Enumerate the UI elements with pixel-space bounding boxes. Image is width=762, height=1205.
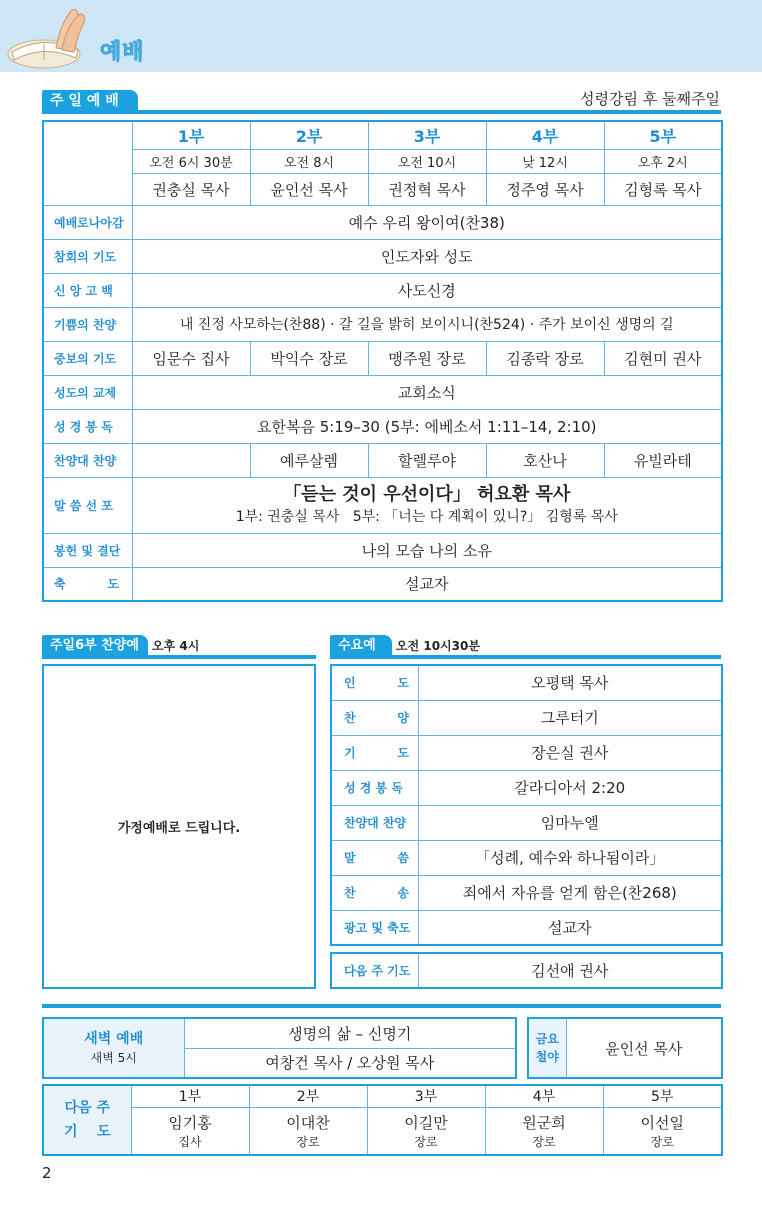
section-divider <box>42 1004 721 1008</box>
row-label: 기 도 <box>331 735 418 770</box>
section-rule <box>42 110 721 114</box>
prayer-person-name: 원군희 <box>522 1113 566 1132</box>
prayer-person-name: 이길만 <box>404 1113 448 1132</box>
dawn-time: 새벽 5시 <box>90 1051 137 1065</box>
choir-song: 유빌라테 <box>604 443 722 477</box>
row-label: 봉헌 및 결단 <box>43 533 132 567</box>
row-label: 중보의 기도 <box>43 341 132 375</box>
sixth-service-tag: 주일6부 찬양예배 <box>42 635 148 657</box>
row-label: 성 경 봉 독 <box>331 770 418 805</box>
row-value: 죄에서 자유를 얻게 함은(찬268) <box>418 875 722 910</box>
wednesday-service-table <box>330 664 723 946</box>
prayer-person-role: 장로 <box>296 1134 320 1149</box>
sixth-service-box <box>42 664 316 989</box>
service-time: 오전 6시 30분 <box>132 149 250 173</box>
prayer-person <box>249 1107 367 1155</box>
sermon-title: 「듣는 것이 우선이다」 허요환 목사 <box>283 484 571 505</box>
prayer-person <box>367 1107 485 1155</box>
prayer-leader: 김종락 장로 <box>486 341 604 375</box>
row-value: 「성례, 예수와 하나됨이라」 <box>418 840 722 875</box>
dawn-label-cell <box>43 1018 184 1078</box>
friday-label-bottom: 철야 <box>535 1050 559 1064</box>
dawn-leaders: 여창건 목사 / 오상원 목사 <box>184 1048 516 1078</box>
next-prayer-wednesday-table <box>330 952 723 989</box>
service-name: 4부 <box>486 121 604 149</box>
service-name: 3부 <box>368 121 486 149</box>
prayer-person-role: 집사 <box>178 1134 202 1149</box>
prayer-leader: 박익수 장로 <box>250 341 368 375</box>
sermon-cell <box>132 477 722 533</box>
prayer-person-role: 장로 <box>414 1134 438 1149</box>
prayer-leader: 맹주원 장로 <box>368 341 486 375</box>
sixth-service-time: 오후 4시 <box>152 639 200 653</box>
service-time: 낮 12시 <box>486 149 604 173</box>
prayer-person <box>131 1107 249 1155</box>
dawn-book: 생명의 삶 – 신명기 <box>184 1018 516 1048</box>
service-name: 2부 <box>250 121 368 149</box>
choir-song: 예루살렘 <box>250 443 368 477</box>
service-time: 오전 10시 <box>368 149 486 173</box>
service-name: 5부 <box>604 121 722 149</box>
service-preacher: 정주영 목사 <box>486 173 604 205</box>
service-time: 오전 8시 <box>250 149 368 173</box>
header-title: 예배 <box>100 40 145 65</box>
service-time: 오후 2시 <box>604 149 722 173</box>
row-label: 찬양대 찬양 <box>331 805 418 840</box>
service-preacher: 김형록 목사 <box>604 173 722 205</box>
section-rule <box>330 655 721 659</box>
next-prayer-label-cell <box>43 1085 131 1155</box>
prayer-part: 2부 <box>249 1085 367 1107</box>
service-name: 1부 <box>132 121 250 149</box>
friday-service-table <box>527 1017 723 1079</box>
next-week-prayer-table <box>42 1084 723 1156</box>
row-value: 갈라디아서 2:20 <box>418 770 722 805</box>
next-prayer-label-bottom: 기 도 <box>63 1124 111 1140</box>
row-label: 인 도 <box>331 665 418 700</box>
sixth-service-note: 가정예배로 드립니다. <box>117 821 241 836</box>
prayer-person-name: 임기홍 <box>168 1113 212 1132</box>
row-value: 인도자와 성도 <box>132 239 722 273</box>
row-label: 축 도 <box>43 567 132 601</box>
row-label: 신 앙 고 백 <box>43 273 132 307</box>
next-prayer-label-top: 다음 주 <box>64 1100 110 1116</box>
prayer-part: 5부 <box>603 1085 722 1107</box>
prayer-part: 1부 <box>131 1085 249 1107</box>
sunday-service-table <box>42 120 723 602</box>
row-label: 말 씀 선 포 <box>43 477 132 533</box>
choir-song <box>132 443 250 477</box>
row-value: 임마누엘 <box>418 805 722 840</box>
prayer-person-name: 이선일 <box>640 1113 684 1132</box>
row-value: 장은실 권사 <box>418 735 722 770</box>
friday-label-cell <box>528 1018 566 1078</box>
section-rule <box>42 655 316 659</box>
row-value: 나의 모습 나의 소유 <box>132 533 722 567</box>
row-label: 말 씀 <box>331 840 418 875</box>
dawn-service-table <box>42 1017 517 1079</box>
row-label: 성 경 봉 독 <box>43 409 132 443</box>
friday-label-top: 금요 <box>535 1032 559 1046</box>
prayer-leader: 김현미 권사 <box>604 341 722 375</box>
row-value: 설교자 <box>418 910 722 945</box>
row-value: 사도신경 <box>132 273 722 307</box>
wednesday-service-time: 오전 10시30분 <box>396 639 480 653</box>
empty-corner-cell <box>43 121 132 205</box>
prayer-part: 3부 <box>367 1085 485 1107</box>
prayer-person <box>485 1107 603 1155</box>
row-label: 광고 및 축도 <box>331 910 418 945</box>
row-label: 예배로나아감 <box>43 205 132 239</box>
row-label: 찬양대 찬양 <box>43 443 132 477</box>
prayer-person-name: 이대찬 <box>286 1113 330 1132</box>
row-value: 김선애 권사 <box>418 953 722 988</box>
row-value: 교회소식 <box>132 375 722 409</box>
prayer-person <box>603 1107 722 1155</box>
choir-song: 할렐루야 <box>368 443 486 477</box>
row-label: 다음 주 기도 <box>331 953 418 988</box>
wednesday-service-tag: 수요예배 <box>330 635 392 657</box>
sermon-sub: 1부: 권충실 목사 5부: 「너는 다 계획이 있니?」 김형록 목사 <box>235 509 618 525</box>
row-value: 그루터기 <box>418 700 722 735</box>
row-value: 오평택 목사 <box>418 665 722 700</box>
row-value: 내 진정 사모하는(찬88) · 갈 길을 밝히 보이시니(찬524) · 주가 보이신 생명의 길 <box>132 307 722 341</box>
service-preacher: 권정혁 목사 <box>368 173 486 205</box>
service-preacher: 권충실 목사 <box>132 173 250 205</box>
row-label: 기쁨의 찬양 <box>43 307 132 341</box>
occasion-title: 성령강림 후 둘째주일 <box>580 90 720 108</box>
service-preacher: 윤인선 목사 <box>250 173 368 205</box>
page-number: 2 <box>42 1164 52 1182</box>
sunday-service-tag: 주 일 예 배 <box>42 90 138 112</box>
row-label: 찬 양 <box>331 700 418 735</box>
row-label: 성도의 교제 <box>43 375 132 409</box>
row-value: 설교자 <box>132 567 722 601</box>
row-value: 예수 우리 왕이여(찬38) <box>132 205 722 239</box>
praying-hands-bible-icon <box>4 4 96 70</box>
prayer-leader: 임문수 집사 <box>132 341 250 375</box>
prayer-person-role: 장로 <box>532 1134 556 1149</box>
row-label: 찬 송 <box>331 875 418 910</box>
choir-song: 호산나 <box>486 443 604 477</box>
row-label: 참회의 기도 <box>43 239 132 273</box>
prayer-person-role: 장로 <box>650 1134 674 1149</box>
prayer-part: 4부 <box>485 1085 603 1107</box>
dawn-title: 새벽 예배 <box>84 1031 144 1047</box>
row-value: 요한복음 5:19–30 (5부: 에베소서 1:11–14, 2:10) <box>132 409 722 443</box>
friday-leader: 윤인선 목사 <box>566 1018 722 1078</box>
